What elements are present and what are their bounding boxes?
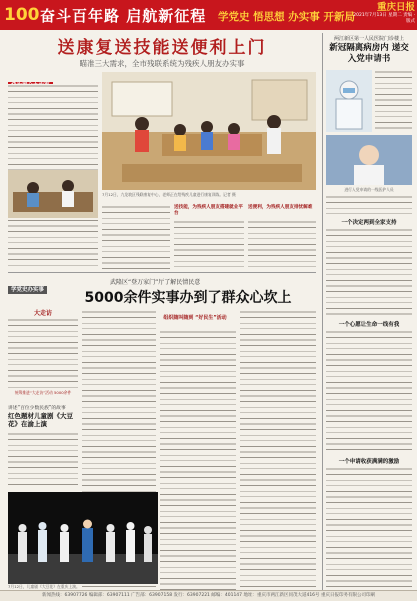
lead-body-col4 <box>248 220 316 269</box>
lead-inset-photo <box>8 170 98 218</box>
mid-subhead-2: 送便利，为残疾人朋友排忧解难 <box>248 205 313 210</box>
stage-performance-image <box>8 492 158 584</box>
theatre-caption: 7月12日，儿童剧《大豆花》在重庆上演。 <box>8 584 80 589</box>
right-story3-title: 一个心愿让生命一线有我 <box>338 322 400 328</box>
small-title-wrap <box>8 308 78 317</box>
second-story-kicker: 武隆区“登万家门”厅了解民情民意 <box>110 279 201 286</box>
masthead-subslogan: 学党史 悟思想 办实事 开新局 <box>218 11 355 23</box>
section-divider <box>8 272 316 273</box>
right-title: 新冠隔离病房内 递交入党申请书 <box>329 43 409 64</box>
mid-subhead-1: 送技能，为残疾人朋友搭建就业平台 <box>174 205 243 216</box>
right-kicker: 两江新区第一人民医院门诊楼上 <box>333 36 404 42</box>
centenary-logo: 100 <box>4 5 40 25</box>
lead-body-col2 <box>102 205 170 269</box>
inset-photo-image <box>8 170 98 218</box>
right-photo-nurse <box>326 70 372 132</box>
right-photo-portrait <box>326 135 412 185</box>
page-footer: 新闻热线：63907726 编辑部：63907111 广告部：63907158 发行：63907221 邮编：401147 地址：重庆市两江新区同茂大道416号 重庆日报印务有限公司印刷 <box>0 590 417 601</box>
right-story2-title: 一个决定两到全家支持 <box>341 220 397 226</box>
theatre-title: 红色题材儿童剧《大豆花》在渝上演 <box>8 412 73 428</box>
portrait-image <box>326 135 412 185</box>
theatre-body <box>8 432 78 488</box>
pullquote-wrap <box>160 315 230 322</box>
theatre-photo <box>8 492 158 584</box>
second-story-small-title: 大走访 <box>33 310 52 317</box>
right-body-5 <box>326 467 412 587</box>
masthead-slogan: 奋斗百年路 启航新征程 <box>40 7 207 25</box>
right-story4-title: 一个申请收获满满的激励 <box>338 459 400 465</box>
right-body-1 <box>375 70 412 132</box>
right-body-2 <box>326 195 412 217</box>
second-story-body-3 <box>160 330 236 590</box>
mid-head-2-wrap <box>248 205 316 211</box>
paper-name: 重庆日报 <box>376 2 415 13</box>
second-story-pullquote: 组织随叫随到 “好民生”活动 <box>163 315 227 321</box>
right-body-3 <box>326 228 412 318</box>
classroom-photo <box>102 72 316 190</box>
paper-date-line: 2021年7月13日 星期二 责编 · 版式 <box>353 13 415 24</box>
theatre-kicker: 讲述“百位少数民族”的故事 <box>8 406 66 411</box>
lead-photo <box>102 72 316 190</box>
column-divider <box>322 33 323 590</box>
lead-body-col3 <box>174 220 244 269</box>
lead-photo-caption: 7月12日，九龙坡区残联康复中心，老师正在给残疾儿童进行康复训练。记者 摄 <box>102 192 236 197</box>
nurse-photo-image <box>326 70 372 132</box>
lead-headline: 送康复送技能送便利上门 <box>57 38 267 58</box>
right-portrait-caption: 进行入党申请的一线医护人员 <box>344 187 394 192</box>
lead-subhead: 瞄准三大需求，全市残联系统为残疾人朋友办实事 <box>79 59 245 68</box>
second-story-small-caption: 统筹推进“大走访”活动 5000余件 <box>14 390 72 395</box>
second-story-tag <box>8 276 47 295</box>
second-story-tag-label: 学党史办实事 <box>8 286 47 294</box>
second-story-body-1 <box>8 318 78 388</box>
second-story-body-4 <box>240 310 316 590</box>
second-story-headline: 5000余件实事办到了群众心坎上 <box>84 290 292 306</box>
mid-head-1-wrap <box>174 205 244 217</box>
paper-nameplate <box>353 2 415 28</box>
right-body-4 <box>326 330 412 455</box>
